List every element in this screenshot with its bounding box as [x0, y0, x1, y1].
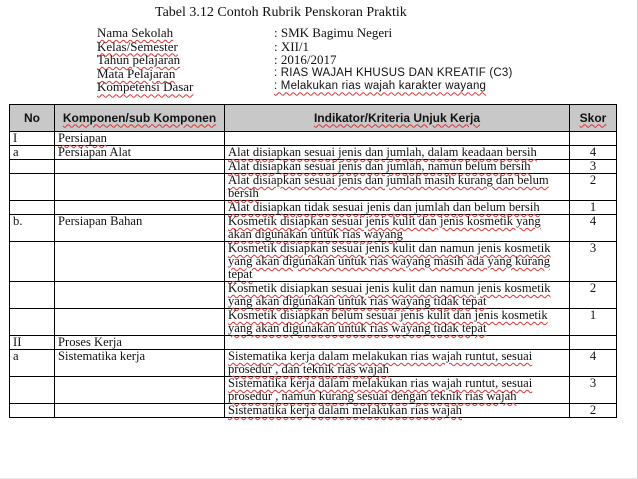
cell-indikator: Kosmetik disiapkan belum sesuai jenis kulit dan jenis kosmetik yang akan digunakan untuk rias wayang tidak tepat: [225, 309, 570, 336]
cell-komponen: [55, 404, 225, 418]
cell-no: I: [10, 132, 55, 146]
table-row: [10, 201, 617, 215]
cell-indikator: Kosmetik disiapkan sesuai jenis kulit dan jenis kosmetik yang akan digunakan untuk rias wayang: [225, 215, 570, 242]
table-row: [10, 404, 617, 418]
school-info: [97, 26, 513, 94]
table-row: [10, 282, 617, 309]
cell-indikator: Sistematika kerja dalam melakukan rias wajah runtut, sesuai prosedur , dan teknik rias wajah: [225, 350, 570, 377]
cell-skor: 2: [570, 282, 617, 309]
cell-indikator: Alat disiapkan sesuai jenis dan jumlah, namun belum bersih: [225, 160, 570, 174]
cell-no: a: [10, 350, 55, 377]
info-label: Mata Pelajaran: [97, 65, 176, 81]
table-caption: Tabel 3.12 Contoh Rubrik Penskoran Praktik: [155, 5, 407, 20]
cell-komponen: [55, 377, 225, 404]
header-indikator: [225, 105, 570, 132]
cell-komponen: [55, 160, 225, 174]
table-row: [10, 242, 617, 282]
cell-skor: 2: [570, 174, 617, 201]
cell-komponen: Sistematika kerja: [55, 350, 225, 377]
cell-skor: 4: [570, 146, 617, 160]
cell-skor: 3: [570, 160, 617, 174]
cell-indikator: Sistematika kerja dalam melakukan rias wajah: [225, 404, 570, 418]
header-skor: [570, 105, 617, 132]
cell-komponen: [55, 174, 225, 201]
info-row-competency: [97, 80, 513, 94]
cell-komponen: Persiapan Bahan: [55, 215, 225, 242]
cell-komponen: [55, 309, 225, 336]
cell-skor: 2: [570, 404, 617, 418]
cell-komponen: [55, 201, 225, 215]
info-value: : 2016/2017: [274, 52, 337, 68]
cell-skor: 3: [570, 242, 617, 282]
table-header-row: [10, 105, 617, 132]
cell-indikator: Alat disiapkan sesuai jenis dan jumlah, dalam keadaan bersih: [225, 146, 570, 160]
cell-no: II: [10, 336, 55, 350]
table-row: [10, 160, 617, 174]
info-label: Kelas/Semester: [97, 38, 178, 54]
cell-komponen: [55, 132, 225, 146]
cell-indikator: Kosmetik disiapkan sesuai jenis kulit dan namun jenis kosmetik yang akan digunakan untuk rias wayang tidak tepat: [225, 282, 570, 309]
header-indikator-text: Indikator/Kriteria Unjuk Kerja: [313, 110, 481, 125]
cell-indikator: Sistematika kerja dalam melakukan rias wajah runtut, sesuai prosedur , namun kurang sesuai dengan teknik rias wajah: [225, 377, 570, 404]
table-row: [10, 174, 617, 201]
info-value: : SMK Bagimu Negeri: [274, 25, 393, 40]
table-row: [10, 350, 617, 377]
table-row: [10, 309, 617, 336]
cell-skor: 1: [570, 309, 617, 336]
cell-no: [10, 309, 55, 336]
cell-no: [10, 377, 55, 404]
cell-no: [10, 160, 55, 174]
info-value: : XII/1: [274, 38, 310, 54]
info-label: Tahun pelajaran: [97, 52, 181, 68]
info-row-school: [97, 26, 513, 40]
cell-skor: 4: [570, 350, 617, 377]
cell-komponen: [55, 242, 225, 282]
cell-skor: 3: [570, 377, 617, 404]
cell-komponen: [55, 282, 225, 309]
cell-indikator: Alat disiapkan tidak sesuai jenis dan jumlah dan belum bersih: [225, 201, 570, 215]
cell-skor: 4: [570, 215, 617, 242]
rubric-table: [9, 104, 617, 418]
cell-no: [10, 404, 55, 418]
cell-no: [10, 242, 55, 282]
info-row-year: [97, 53, 513, 67]
header-komponen: Komponen/sub Komponen: [55, 105, 225, 132]
cell-komponen-text: Persiapan: [58, 131, 107, 145]
cell-skor: 1: [570, 201, 617, 215]
info-label: Nama Sekolah: [97, 25, 174, 40]
info-value: : RIAS WAJAH KHUSUS DAN KREATIF (C3): [274, 66, 513, 79]
cell-skor: [570, 132, 617, 146]
cell-no: [10, 201, 55, 215]
cell-no: b.: [10, 215, 55, 242]
cell-indikator: [225, 336, 570, 350]
cell-no: [10, 174, 55, 201]
table-row: [10, 377, 617, 404]
info-value: : Melakukan rias wajah karakter wayang: [274, 80, 487, 93]
table-row: [10, 336, 617, 350]
table-row: [10, 215, 617, 242]
table-row: [10, 132, 617, 146]
info-row-subject: [97, 67, 513, 81]
cell-komponen: Proses Kerja: [55, 336, 225, 350]
cell-indikator: [225, 132, 570, 146]
header-no: No: [10, 105, 55, 132]
info-label: Kompetensi Dasar: [97, 79, 194, 95]
cell-no: a: [10, 146, 55, 160]
cell-indikator: Alat disiapkan sesuai jenis dan jumlah masih kurang dan belum bersih: [225, 174, 570, 201]
table-row: [10, 146, 617, 160]
cell-skor: [570, 336, 617, 350]
cell-komponen: Persiapan Alat: [55, 146, 225, 160]
header-skor-text: Skor: [579, 110, 607, 125]
cell-no: [10, 282, 55, 309]
info-row-class: [97, 40, 513, 54]
cell-indikator: Kosmetik disiapkan sesuai jenis kulit dan namun jenis kosmetik yang akan digunakan untuk rias wayang masih ada yang kurang tepat: [225, 242, 570, 282]
